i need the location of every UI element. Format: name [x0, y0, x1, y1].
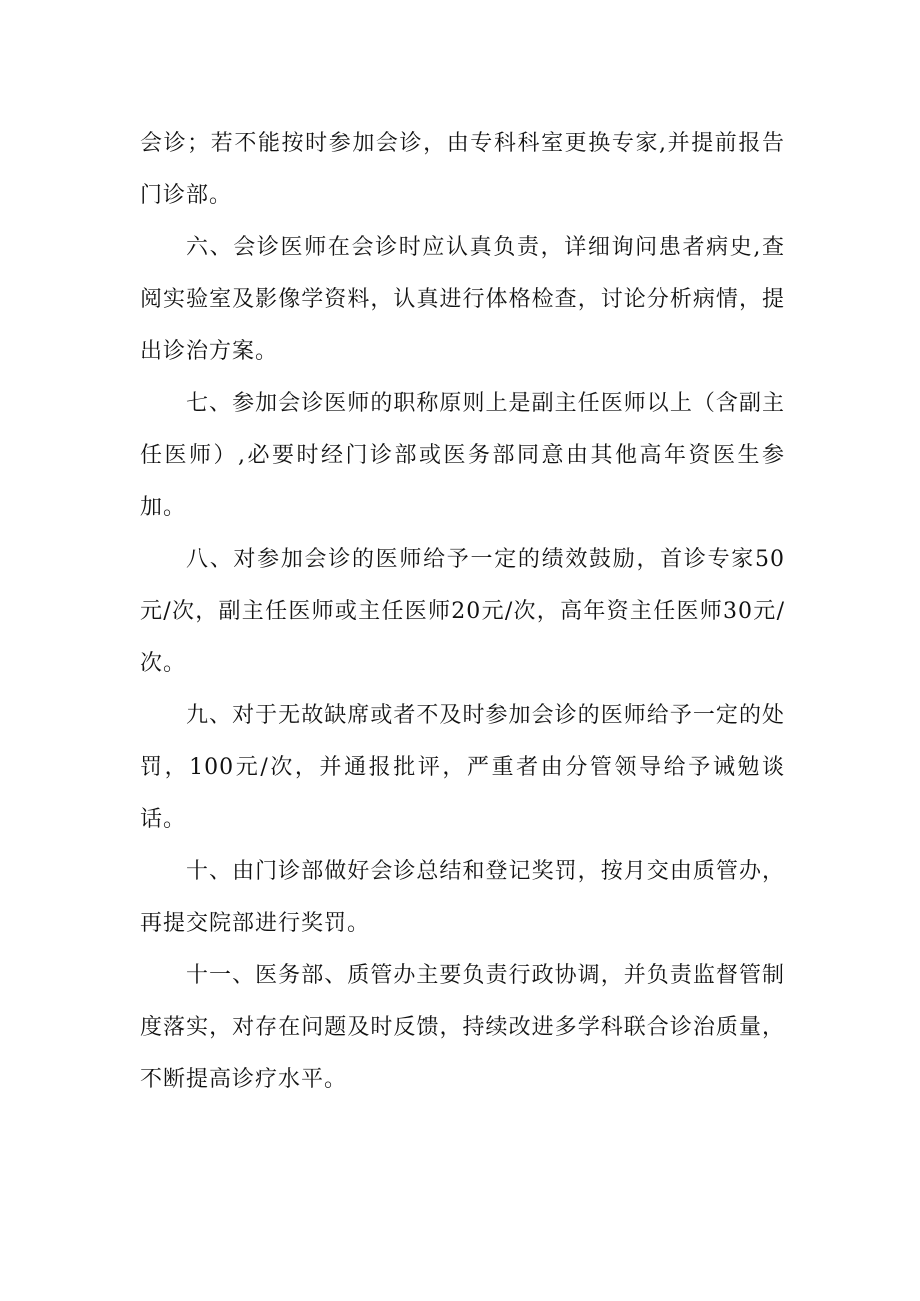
paragraph-item-11: 十一、医务部、质管办主要负责行政协调，并负责监督管制度落实，对存在问题及时反馈，持续改进多学科联合诊治质量，不断提高诊疗水平。 — [140, 963, 785, 1092]
paragraph-item-8: 八、对参加会诊的医师给予一定的绩效鼓励，首诊专家50元/次，副主任医师或主任医师20元/次，高年资主任医师30元/次。 — [140, 547, 785, 676]
paragraph-item-6: 六、会诊医师在会诊时应认真负责，详细询问患者病史,查阅实验室及影像学资料，认真进行体格检查，讨论分析病情，提出诊治方案。 — [140, 235, 785, 364]
paragraph-item-7: 七、参加会诊医师的职称原则上是副主任医师以上（含副主任医师）,必要时经门诊部或医务部同意由其他高年资医生参加。 — [140, 391, 785, 520]
paragraph-item-9: 九、对于无故缺席或者不及时参加会诊的医师给予一定的处罚，100元/次，并通报批评，严重者由分管领导给予诫勉谈话。 — [140, 703, 785, 832]
paragraph-item-10: 十、由门诊部做好会诊总结和登记奖罚，按月交由质管办，再提交院部进行奖罚。 — [140, 859, 785, 936]
paragraph-continuation: 会诊；若不能按时参加会诊，由专科科室更换专家,并提前报告门诊部。 — [140, 131, 785, 208]
document-body — [140, 118, 785, 1106]
